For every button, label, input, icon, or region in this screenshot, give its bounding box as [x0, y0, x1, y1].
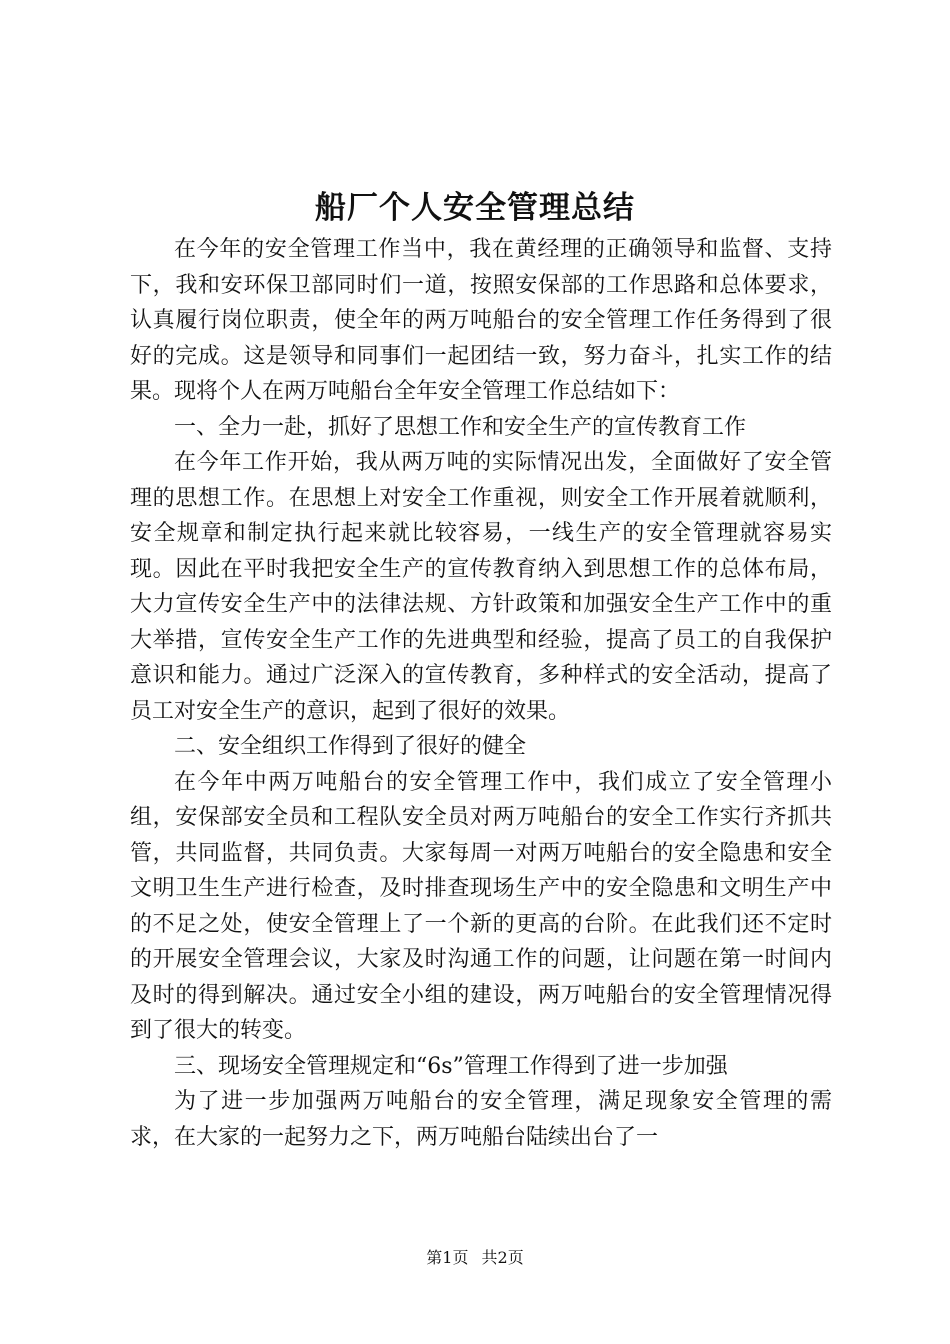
- paragraph-section-1: 在今年工作开始，我从两万吨的实际情况出发，全面做好了安全管理的思想工作。在思想上对安全工作重视，则安全工作开展着就顺利，安全规章和制定执行起来就比较容易，一线生产的安全管理就容易实现。因此在平时我把安全生产的宣传教育纳入到思想工作的总体布局，大力宣传安全生产中的法律法规、方针政策和加强安全生产工作中的重大举措，宣传安全生产工作的先进典型和经验，提高了员工的自我保护意识和能力。通过广泛深入的宣传教育，多种样式的安全活动，提高了员工对安全生产的意识，起到了很好的效果。: [130, 450, 832, 724]
- page-number: 第1页: [426, 1248, 469, 1267]
- section-heading-2: 二、安全组织工作得到了很好的健全: [174, 734, 527, 759]
- page-footer: [0, 1246, 950, 1270]
- section-heading-1: 一、全力一赴，抓好了思想工作和安全生产的宣传教育工作: [174, 414, 747, 440]
- document-title: 船厂个人安全管理总结: [315, 190, 635, 226]
- paragraph-intro: 在今年的安全管理工作当中，我在黄经理的正确领导和监督、支持下，我和安环保卫部同时们一道，按照安保部的工作思路和总体要求，认真履行岗位职责，使全年的两万吨船台的安全管理工作任务得到了很好的完成。这是领导和同事们一起团结一致，努力奋斗，扎实工作的结果。现将个人在两万吨船台全年安全管理工作总结如下：: [130, 237, 832, 404]
- section-heading-3: 三、现场安全管理规定和“6s”管理工作得到了进一步加强: [174, 1053, 728, 1079]
- page-total: 共2页: [481, 1248, 524, 1267]
- paragraph-section-3: 为了进一步加强两万吨船台的安全管理，满足现象安全管理的需求，在大家的一起努力之下，两万吨船台陆续出台了一: [130, 1089, 832, 1150]
- paragraph-section-2: 在今年中两万吨船台的安全管理工作中，我们成立了安全管理小组，安保部安全员和工程队安全员对两万吨船台的安全工作实行齐抓共管，共同监督，共同负责。大家每周一对两万吨船台的安全隐患和安全文明卫生生产进行检查，及时排查现场生产中的安全隐患和文明生产中的不足之处，使安全管理上了一个新的更高的台阶。在此我们还不定时的开展安全管理会议，大家及时沟通工作的问题，让问题在第一时间内及时的得到解决。通过安全小组的建设，两万吨船台的安全管理情况得到了很大的转变。: [130, 769, 832, 1043]
- document-body: [130, 232, 832, 1155]
